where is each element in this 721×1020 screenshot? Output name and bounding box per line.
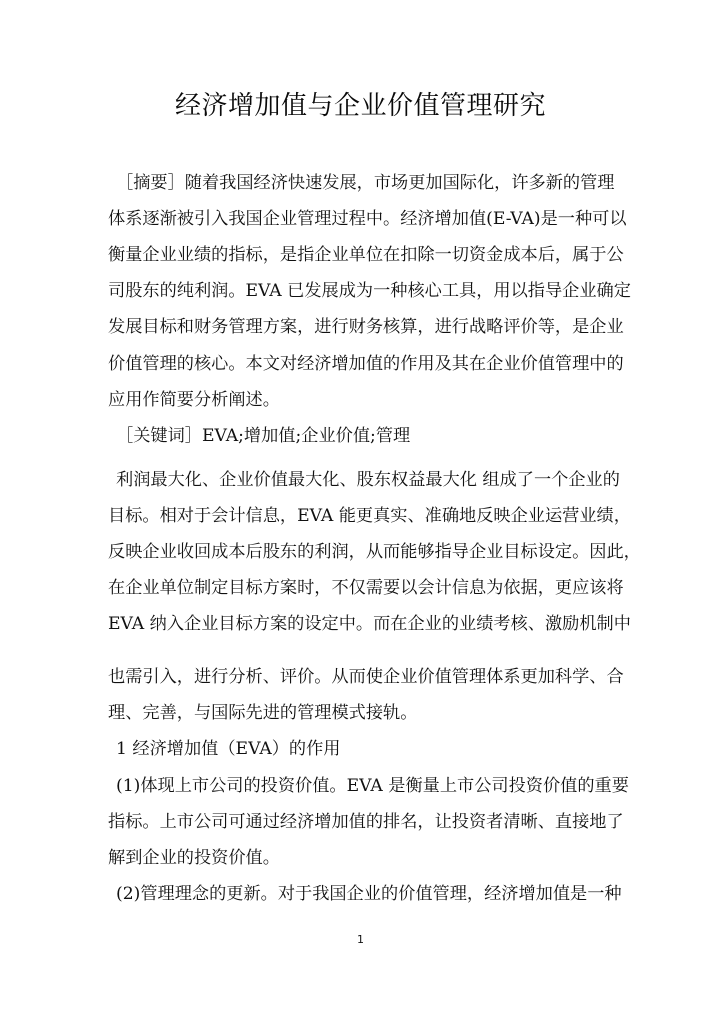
keywords-line: ［关键词］EVA;增加值;企业价值;管理 bbox=[116, 426, 411, 446]
body-paragraph-1-line-1: 利润最大化、企业价值最大化、股东权益最大化 组成了一个企业的 bbox=[116, 470, 620, 490]
item-1-line-3: 解到企业的投资价值。 bbox=[108, 848, 280, 868]
body-paragraph-1-line-4: 在企业单位制定目标方案时，不仅需要以会计信息为依据，更应该将 bbox=[108, 578, 624, 598]
page-number: 1 bbox=[357, 933, 364, 946]
item-1-line-2: 指标。上市公司可通过经济增加值的排名，让投资者清晰、直接地了 bbox=[108, 812, 624, 832]
abstract-line-3: 衡量企业业绩的指标，是指企业单位在扣除一切资金成本后，属于公 bbox=[108, 245, 624, 265]
abstract-line-4: 司股东的纯利润。EVA 已发展成为一种核心工具，用以指导企业确定 bbox=[108, 281, 631, 301]
document-title: 经济增加值与企业价值管理研究 bbox=[174, 91, 546, 121]
body-paragraph-1-line-7: 理、完善，与国际先进的管理模式接轨。 bbox=[108, 703, 418, 723]
body-paragraph-1-line-2: 目标。相对于会计信息，EVA 能更真实、准确地反映企业运营业绩， bbox=[108, 506, 631, 526]
body-paragraph-1-line-6: 也需引入，进行分析、评价。从而使企业价值管理体系更加科学、合 bbox=[108, 667, 624, 687]
abstract-line-7: 应用作简要分析阐述。 bbox=[108, 390, 280, 410]
section-heading-1: 1 经济增加值（EVA）的作用 bbox=[116, 739, 341, 759]
abstract-line-2: 体系逐渐被引入我国企业管理过程中。经济增加值(E-VA)是一种可以 bbox=[108, 209, 627, 229]
body-paragraph-1-line-3: 反映企业收回成本后股东的利润，从而能够指导企业目标设定。因此， bbox=[108, 542, 641, 562]
abstract-line-1: ［摘要］随着我国经济快速发展，市场更加国际化，许多新的管理 bbox=[116, 173, 615, 193]
abstract-line-6: 价值管理的核心。本文对经济增加值的作用及其在企业价值管理中的 bbox=[108, 354, 624, 374]
body-paragraph-1-line-5: EVA 纳入企业目标方案的设定中。而在企业的业绩考核、激励机制中 bbox=[108, 614, 631, 634]
item-1-line-1: (1)体现上市公司的投资价值。EVA 是衡量上市公司投资价值的重要 bbox=[116, 776, 629, 796]
abstract-line-5: 发展目标和财务管理方案，进行财务核算，进行战略评价等，是企业 bbox=[108, 317, 624, 337]
item-2-line-1: (2)管理理念的更新。对于我国企业的价值管理，经济增加值是一种 bbox=[116, 884, 622, 904]
